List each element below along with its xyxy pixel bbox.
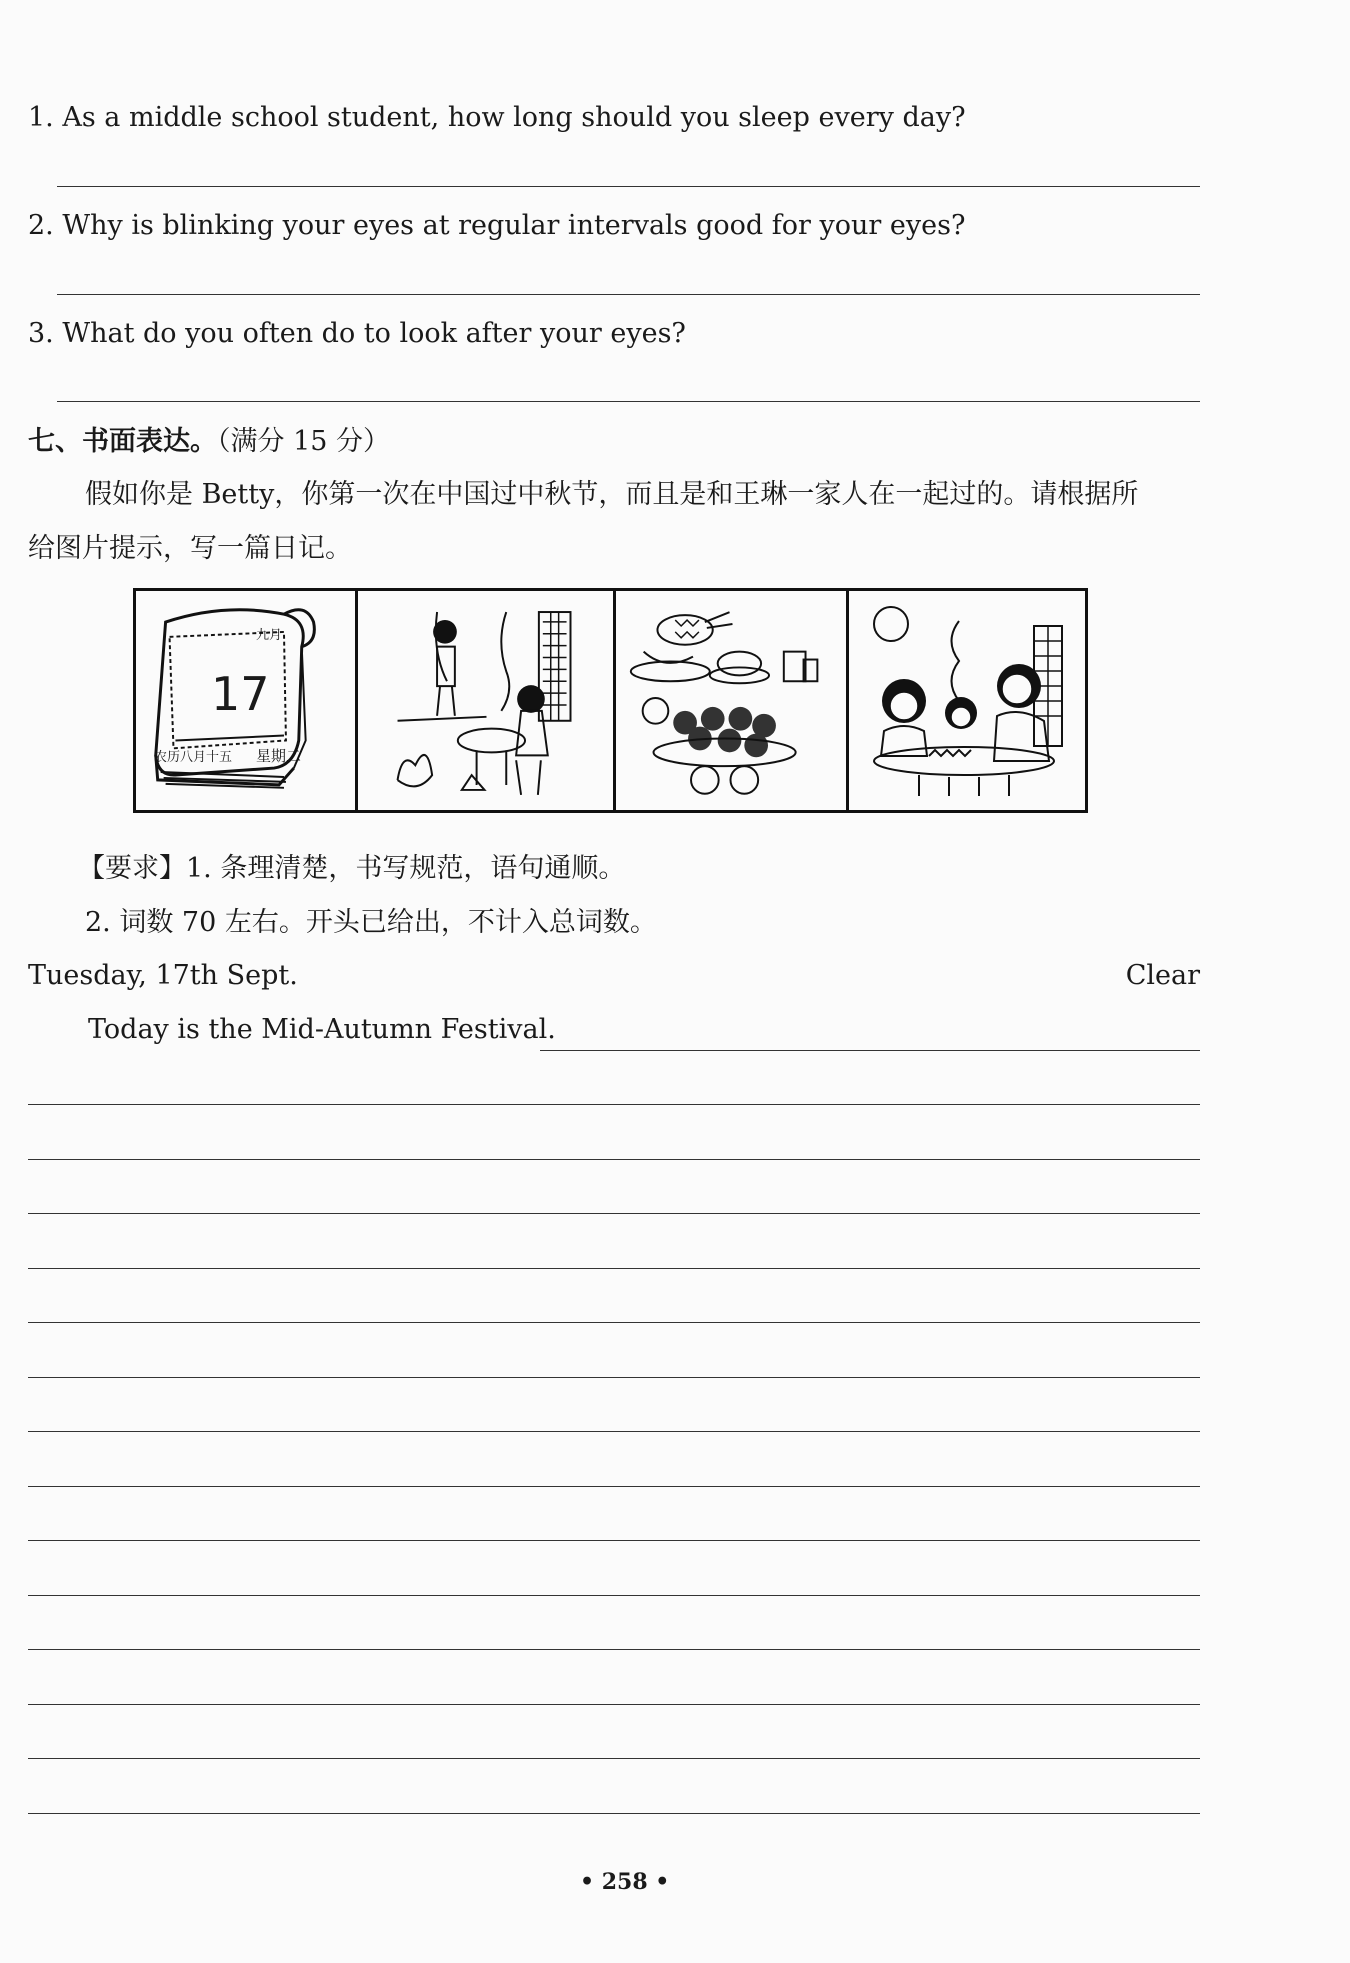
food-panel (616, 591, 849, 810)
writing-prompt-line-1: 假如你是 Betty，你第一次在中国过中秋节，而且是和王琳一家人在一起过的。请根据所 (85, 479, 1139, 510)
writing-line[interactable] (28, 1813, 1200, 1814)
food-illustration (616, 591, 846, 810)
writing-line[interactable] (28, 1649, 1200, 1650)
calendar-lunar-date: 农历八月十五 (154, 750, 233, 765)
writing-line[interactable] (28, 1540, 1200, 1541)
question-2: 2. Why is blinking your eyes at regular intervals good for your eyes? (28, 210, 966, 241)
picture-prompt-strip (133, 588, 1088, 813)
section-title: 七、书面表达。 (28, 426, 217, 457)
garden-illustration (358, 591, 613, 810)
diary-weather: Clear (1125, 960, 1200, 991)
writing-line[interactable] (28, 1213, 1200, 1214)
family-illustration (849, 591, 1085, 810)
writing-line[interactable] (28, 1377, 1200, 1378)
family-panel (849, 591, 1085, 810)
diary-date: Tuesday, 17th Sept. (28, 960, 298, 991)
calendar-month: 九月 (256, 628, 283, 643)
answer-line-2[interactable] (57, 294, 1200, 295)
answer-line-3[interactable] (57, 401, 1200, 402)
writing-line[interactable] (28, 1758, 1200, 1759)
diary-opening: Today is the Mid-Autumn Festival. (88, 1014, 556, 1045)
opening-writing-line[interactable] (540, 1050, 1200, 1051)
writing-line[interactable] (28, 1704, 1200, 1705)
page-number: • 258 • (580, 1869, 670, 1895)
requirement-2: 2. 词数 70 左右。开头已给出，不计入总词数。 (85, 907, 657, 938)
writing-line[interactable] (28, 1268, 1200, 1269)
section-heading (28, 428, 390, 455)
writing-line[interactable] (28, 1322, 1200, 1323)
writing-line[interactable] (28, 1595, 1200, 1596)
calendar-weekday: 星期二 (256, 747, 302, 765)
calendar-panel (136, 591, 358, 810)
writing-prompt-line-2: 给图片提示，写一篇日记。 (28, 533, 352, 564)
answer-line-1[interactable] (57, 186, 1200, 187)
writing-line[interactable] (28, 1159, 1200, 1160)
writing-line[interactable] (28, 1104, 1200, 1105)
writing-line[interactable] (28, 1431, 1200, 1432)
question-1: 1. As a middle school student, how long should you sleep every day? (28, 102, 966, 133)
garden-panel (358, 591, 616, 810)
question-3: 3. What do you often do to look after your eyes? (28, 318, 686, 349)
writing-line[interactable] (28, 1486, 1200, 1487)
calendar-day: 17 (211, 667, 270, 721)
requirement-1: 【要求】1. 条理清楚，书写规范，语句通顺。 (78, 853, 626, 884)
section-score: （满分 15 分） (217, 426, 391, 457)
